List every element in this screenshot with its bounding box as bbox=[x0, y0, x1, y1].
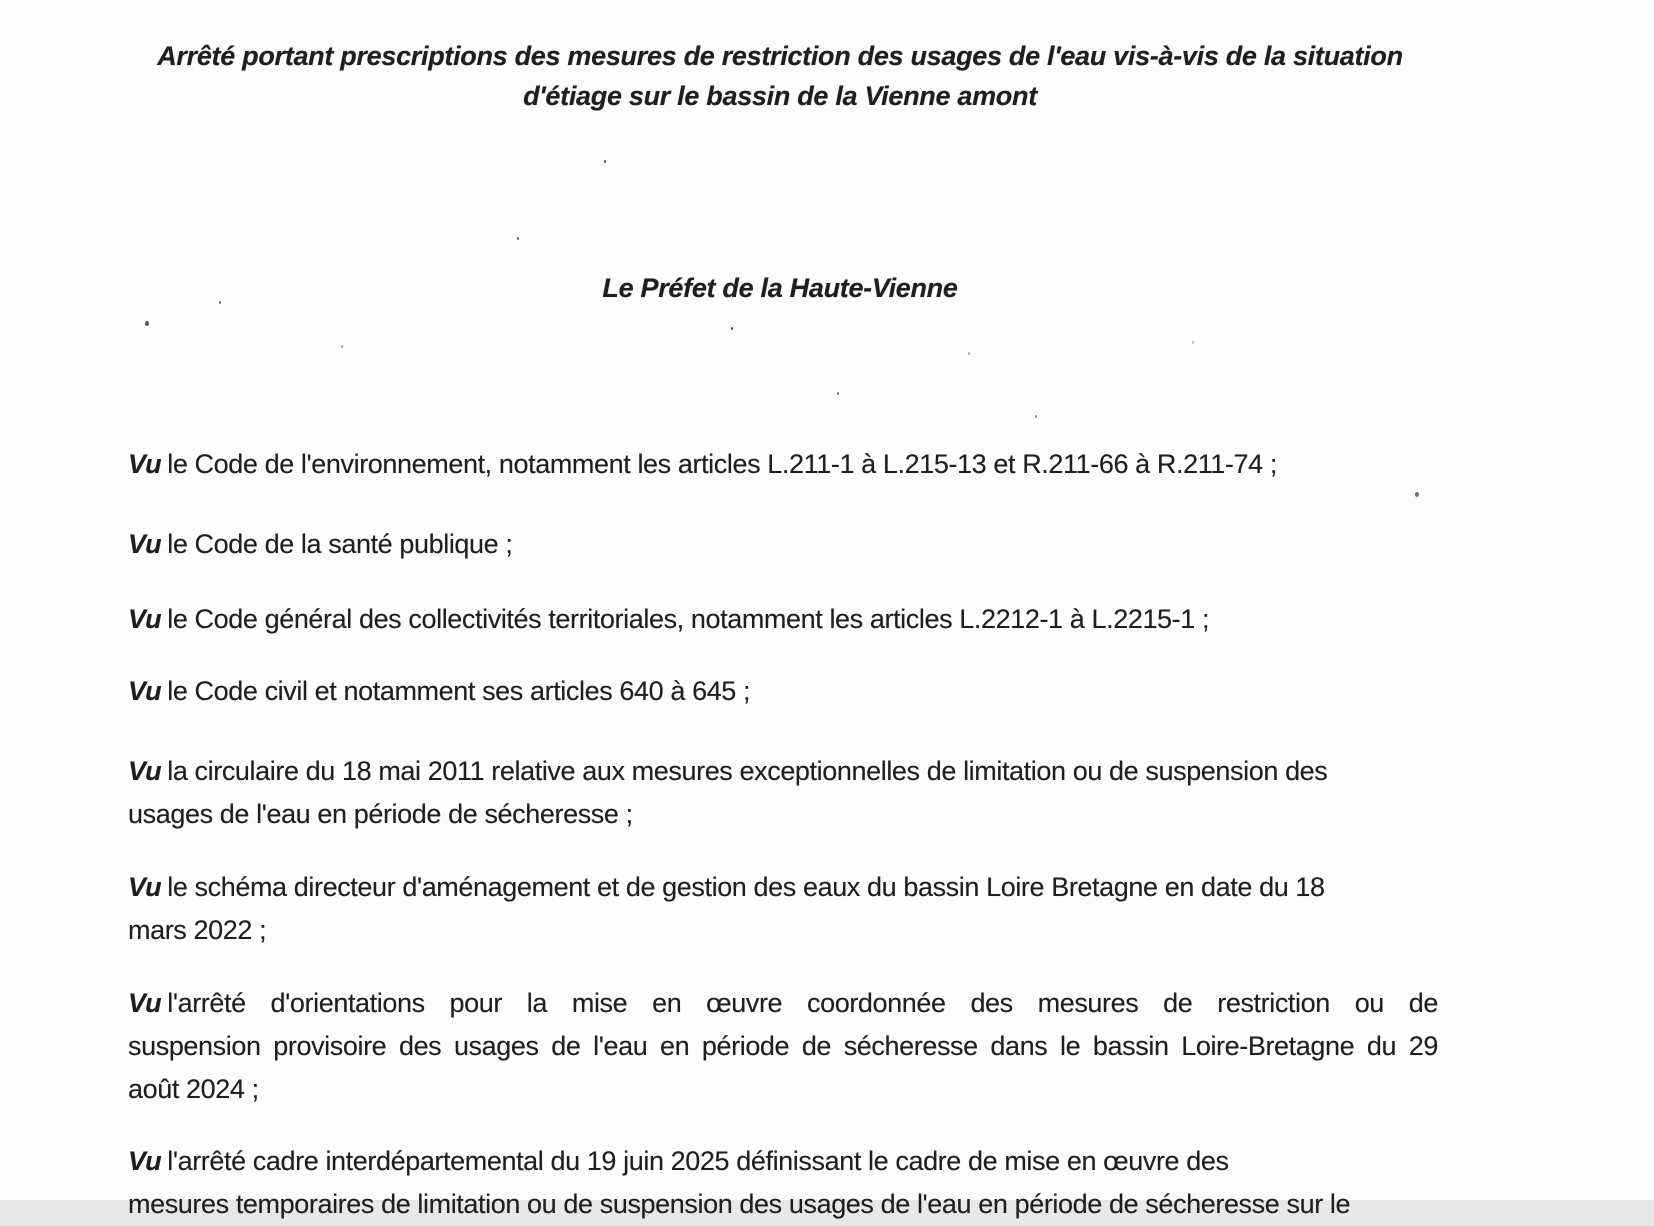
paragraph bbox=[128, 750, 1438, 836]
text-line: Vu le schéma directeur d'aménagement et de gestion des eaux du bassin Loire Bretagne en date du 18 bbox=[128, 872, 1325, 902]
text-line: suspension provisoire des usages de l'eau en période de sécheresse dans le bassin Loire-Bretagne du 29 bbox=[128, 1031, 1438, 1061]
document-title-line-2: d'étiage sur le bassin de la Vienne amont bbox=[523, 81, 1037, 111]
text-line: usages de l'eau en période de sécheresse ; bbox=[128, 799, 633, 829]
paragraph bbox=[128, 598, 1438, 641]
vu-lead: Vu bbox=[128, 1146, 162, 1176]
vu-lead: Vu bbox=[128, 872, 162, 902]
text-line: Vu l'arrêté cadre interdépartemental du 19 juin 2025 définissant le cadre de mise en œuvre des bbox=[128, 1146, 1229, 1176]
document-title-line-1: Arrêté portant prescriptions des mesures de restriction des usages de l'eau vis-à-vis de la situation bbox=[157, 41, 1403, 71]
text-line: Vu le Code de l'environnement, notamment les articles L.211-1 à L.215-13 et R.211-66 à R.211-74 ; bbox=[128, 449, 1277, 479]
vu-lead: Vu bbox=[128, 529, 162, 559]
paragraph bbox=[128, 670, 1438, 713]
text-line: août 2024 ; bbox=[128, 1074, 259, 1104]
paragraph bbox=[128, 982, 1438, 1111]
vu-lead: Vu bbox=[128, 604, 162, 634]
paragraph bbox=[128, 523, 1438, 566]
text-line: Vu l'arrêté d'orientations pour la mise en œuvre coordonnée des mesures de restriction ou de bbox=[128, 988, 1438, 1018]
vu-lead: Vu bbox=[128, 676, 162, 706]
vu-lead: Vu bbox=[128, 449, 162, 479]
text-line: mesures temporaires de limitation ou de suspension des usages de l'eau en période de sécheresse sur le bbox=[128, 1189, 1351, 1219]
text-line: Vu le Code général des collectivités territoriales, notamment les articles L.2212-1 à L.2215-1 ; bbox=[128, 604, 1210, 634]
paragraph bbox=[128, 443, 1438, 486]
vu-lead: Vu bbox=[128, 988, 162, 1018]
vu-lead: Vu bbox=[128, 756, 162, 786]
text-line: Vu le Code civil et notamment ses articles 640 à 645 ; bbox=[128, 676, 751, 706]
paragraph bbox=[128, 1140, 1438, 1226]
paragraph bbox=[128, 866, 1438, 952]
text-line: mars 2022 ; bbox=[128, 915, 267, 945]
text-line: Vu le Code de la santé publique ; bbox=[128, 529, 513, 559]
text-line: Vu la circulaire du 18 mai 2011 relative aux mesures exceptionnelles de limitation ou de suspension des bbox=[128, 756, 1328, 786]
document-subtitle: Le Préfet de la Haute-Vienne bbox=[602, 273, 958, 303]
